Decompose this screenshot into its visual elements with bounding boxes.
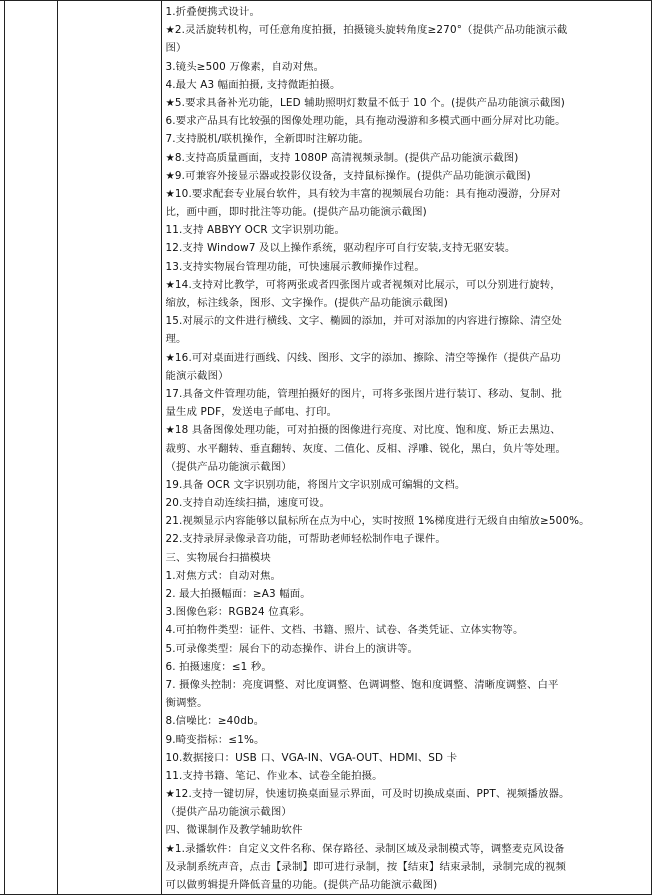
spec-line: ★10.要求配套专业展台软件，具有较为丰富的视频展台功能：具有拖动漫游，分屏对: [165, 187, 561, 200]
table-cell-empty: [57, 1, 162, 895]
spec-line: 22.支持录屏录像录音功能，可帮助老师轻松制作电子课件。: [165, 533, 446, 546]
spec-line: 5.可录像类型：展台下的动态操作、讲台上的演讲等。: [165, 642, 419, 655]
spec-line: 8.信噪比：≥40db。: [165, 715, 265, 728]
table-cell-empty: [5, 1, 57, 895]
spec-line: 6. 拍摄速度：≤1 秒。: [165, 660, 272, 673]
spec-line: 10.数据接口：USB 口、VGA-IN、VGA-OUT、HDMI、SD 卡: [165, 751, 458, 764]
spec-line: ★14.支持对比教学，可将两张或者四张图片或者视频对比展示，可以分别进行旋转，: [165, 278, 561, 291]
spec-line: 缩放，标注线条，图形、文字操作。(提供产品功能演示截图): [165, 297, 448, 309]
spec-line: 17.具备文件管理功能，管理拍摄好的图片，可将多张图片进行装订、移动、复制、批: [165, 387, 562, 400]
spec-line: 四、微课制作及教学辅助软件: [165, 824, 303, 837]
spec-line: 理。: [165, 333, 187, 346]
spec-line: 21.视频显示内容能够以鼠标所在点为中心，实时按照 1%梯度进行无级自由缩放≥500%。: [165, 515, 590, 528]
spec-line: 11.支持书籍、笔记、作业本、试卷全能拍摄。: [165, 769, 383, 782]
spec-text-body: [162, 1, 651, 894]
spec-line: 三、实物展台扫描模块: [165, 551, 271, 564]
spec-line: ★18 具备图像处理功能，可对拍摄的图像进行亮度、对比度、饱和度、矫正去黑边、: [165, 424, 561, 437]
spec-line: 11.支持 ABBYY OCR 文字识别功能。: [165, 224, 345, 237]
spec-line: 4.最大 A3 幅面拍摄, 支持微距拍摄。: [165, 78, 341, 91]
spec-line: （提供产品功能演示截图）: [165, 460, 292, 473]
spec-line: 15.对展示的文件进行横线、文字、椭圆的添加，并可对添加的内容进行擦除、清空处: [165, 315, 562, 328]
spec-line: 可以做剪辑提升降低音量的功能。(提供产品功能演示截图): [165, 879, 438, 891]
spec-line: 衡调整。: [165, 697, 208, 710]
spec-line: 19.具备 OCR 文字识别功能，将图片文字识别成可编辑的文档。: [165, 478, 466, 491]
spec-line: ★9.可兼容外接显示器或投影仪设备，支持鼠标操作。(提供产品功能演示截图): [165, 169, 531, 182]
spec-line: ★8.支持高质量画面，支持 1080P 高清视频录制。(提供产品功能演示截图): [165, 151, 519, 164]
spec-line: 量生成 PDF，发送电子邮电、打印。: [165, 406, 338, 419]
spec-line: ★16.可对桌面进行画线、闪线、图形、文字的添加、擦除、清空等操作（提供产品功: [165, 351, 561, 364]
spec-line: 7.支持脱机/联机操作，全新即时注解功能。: [165, 133, 370, 146]
spec-line: 3.镜头≥500 万像素，自动对焦。: [165, 60, 325, 73]
table-row: [0, 1, 652, 895]
spec-line: ★1.录播软件：自定义文件名称、保存路径、录制区域及录制模式等，调整麦克风设备: [165, 842, 565, 855]
spec-text-cell: [162, 1, 652, 895]
spec-line: 能演示截图）: [165, 369, 229, 382]
spec-line: 9.畸变指标：≤1%。: [165, 733, 265, 746]
spec-line: ★2.灵活旋转机构，可任意角度拍摄，拍摄镜头旋转角度≥270°（提供产品功能演示截: [165, 24, 568, 37]
spec-line: 6.要求产品具有比较强的图像处理功能，具有拖动漫游和多模式画中画分屏对比功能。: [165, 115, 566, 128]
spec-line: ★12.支持一键切屏，快速切换桌面显示界面，可及时切换成桌面、PPT、视频播放器。: [165, 788, 570, 801]
spec-line: ★5.要求具备补光功能，LED 辅助照明灯数量不低于 10 个。(提供产品功能演示截图): [165, 96, 565, 109]
spec-line: 2. 最大拍摄幅面：≥A3 幅面。: [165, 588, 311, 600]
spec-line: 3.图像色彩：RGB24 位真彩。: [165, 606, 311, 619]
spec-line: 比，画中画，即时批注等功能。(提供产品功能演示截图): [165, 206, 427, 219]
spec-line: 1.折叠便携式设计。: [165, 6, 260, 18]
spec-line: 12.支持 Window7 及以上操作系统，驱动程序可自行安装,支持无驱安装。: [165, 242, 516, 255]
spec-line: （提供产品功能演示截图）: [165, 806, 292, 819]
spec-line: 7. 摄像头控制：亮度调整、对比度调整、色调调整、饱和度调整、清晰度调整、白平: [165, 678, 559, 691]
spec-line: 20.支持自动连续扫描，速度可设。: [165, 497, 330, 510]
spec-line: 图）: [165, 42, 187, 55]
spec-line: 4.可拍物件类型：证件、文档、书籍、照片、试卷、各类凭证、立体实物等。: [165, 624, 524, 637]
spec-line: 及录制系统声音，点击【录制】即可进行录制，按【结束】结束录制，录制完成的视频: [165, 860, 566, 873]
spec-line: 1.对焦方式：自动对焦。: [165, 569, 282, 582]
spec-line: 裁剪、水平翻转、垂直翻转、灰度、二值化、反相、浮雕、锐化，黑白，负片等处理。: [165, 442, 566, 455]
spec-line: 13.支持实物展台管理功能，可快速展示教师操作过程。: [165, 260, 425, 273]
